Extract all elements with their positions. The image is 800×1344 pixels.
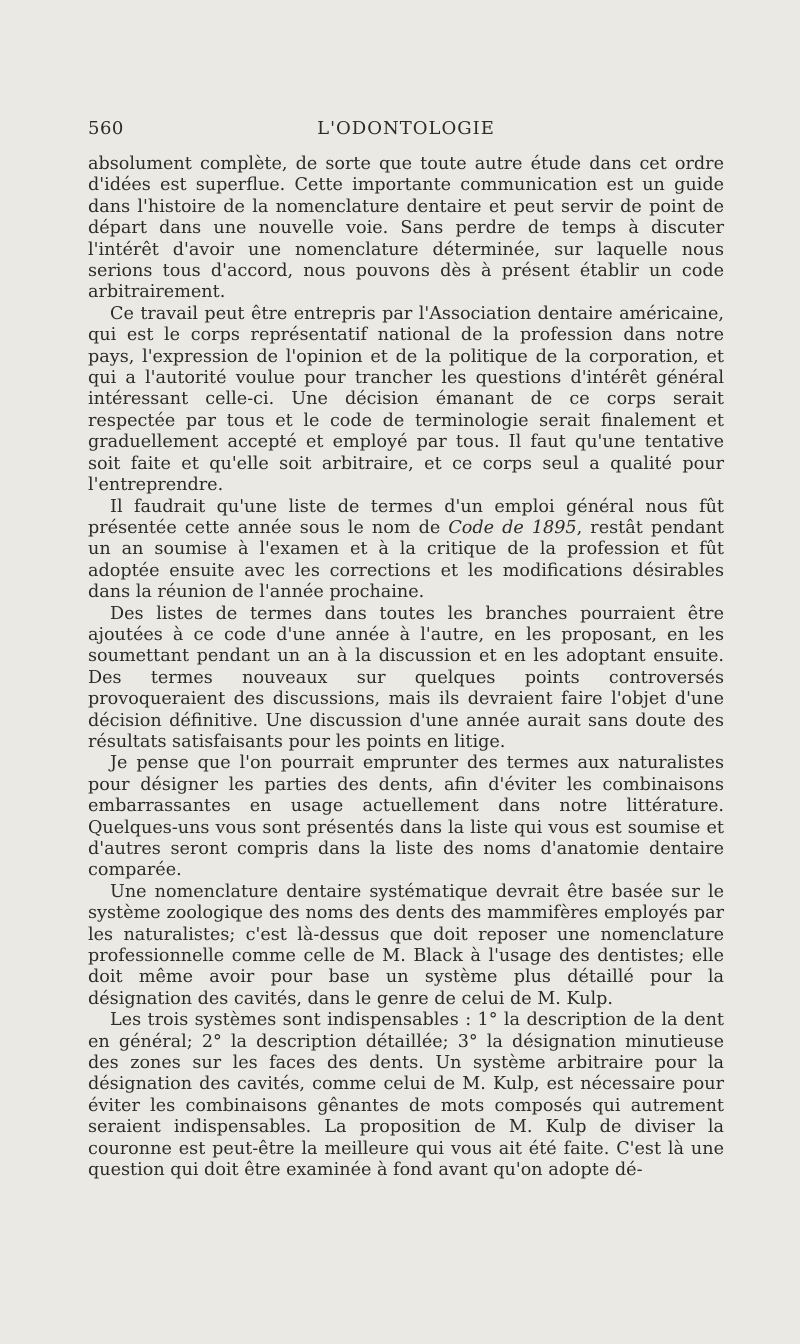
paragraph-6: Une nomenclature dentaire systématique devrait être basée sur le système zoologique des noms des dents des mammifères employés par les naturalistes; c'est là-dessus que doit reposer une nomenclature professionnelle comme celle de M. Black à l'usage des dentistes; elle doit même avoir pour base un système plus détaillé pour la désignation des cavités, dans le genre de celui de M. Kulp.	[88, 881, 724, 1009]
body-text	[88, 154, 724, 1182]
page-number: 560	[88, 118, 124, 139]
paragraph-5: Je pense que l'on pourrait emprunter des termes aux naturalistes pour désigner les parties des dents, afin d'éviter les combinaisons embarrassantes en usage actuellement dans notre littérature. Quelques-uns vous sont présentés dans la liste qui vous est soumise et d'autres seront compris dans la liste des noms d'anatomie dentaire comparée.	[88, 753, 724, 881]
paragraph-3-text-after: , restât pendant un an soumise à l'examen et à la critique de la profession et fût adoptée ensuite avec les corrections et les modifications désirables dans la réunion de l'année prochaine.	[88, 517, 724, 603]
running-title: L'ODONTOLOGIE	[317, 118, 495, 139]
code-title-italic: Code de 1895	[448, 517, 577, 538]
paragraph-2: Ce travail peut être entrepris par l'Association dentaire américaine, qui est le corps représentatif national de la profession dans notre pays, l'expression de l'opinion et de la politique de la corporation, et qui a l'autorité voulue pour trancher les questions d'intérêt général intéressant celle-ci. Une décision émanant de ce corps serait respectée par tous et le code de terminologie serait finalement et graduellement accepté et employé par tous. Il faut qu'une tentative soit faite et qu'elle soit arbitraire, et ce corps seul a qualité pour l'entreprendre.	[88, 303, 724, 496]
page-header	[88, 118, 724, 144]
paragraph-3	[88, 497, 724, 604]
paragraph-7: Les trois systèmes sont indispensables : 1° la description de la dent en général; 2° la description détaillée; 3° la désignation minutieuse des zones sur les faces des dents. Un système arbitraire pour la désignation des cavités, comme celui de M. Kulp, est nécessaire pour éviter les combinaisons gênantes de mots composés qui autrement seraient indispensables. La proposition de M. Kulp de diviser la couronne est peut-être la meilleure qui vous ait été faite. C'est là une question qui doit être examinée à fond avant qu'on adopte dé-	[88, 1010, 724, 1181]
paragraph-3-text-before: Il faudrait qu'une liste de termes d'un emploi général nous fût présentée cette année sous le nom de	[88, 496, 724, 538]
paragraph-1: absolument complète, de sorte que toute autre étude dans cet ordre d'idées est superflue. Cette importante communication est un guide dans l'histoire de la nomenclature dentaire et peut servir de point de départ dans une nouvelle voie. Sans perdre de temps à discuter l'intérêt d'avoir une nomenclature déterminée, sur laquelle nous serions tous d'accord, nous pouvons dès à présent établir un code arbitrairement.	[88, 154, 724, 303]
paragraph-4: Des listes de termes dans toutes les branches pourraient être ajoutées à ce code d'une année à l'autre, en les proposant, en les soumettant pendant un an à la discussion et en les adoptant ensuite. Des termes nouveaux sur quelques points controversés provoqueraient des discussions, mais ils devraient faire l'objet d'une décision définitive. Une discussion d'une année aurait sans doute des résultats satisfaisants pour les points en litige.	[88, 603, 724, 752]
